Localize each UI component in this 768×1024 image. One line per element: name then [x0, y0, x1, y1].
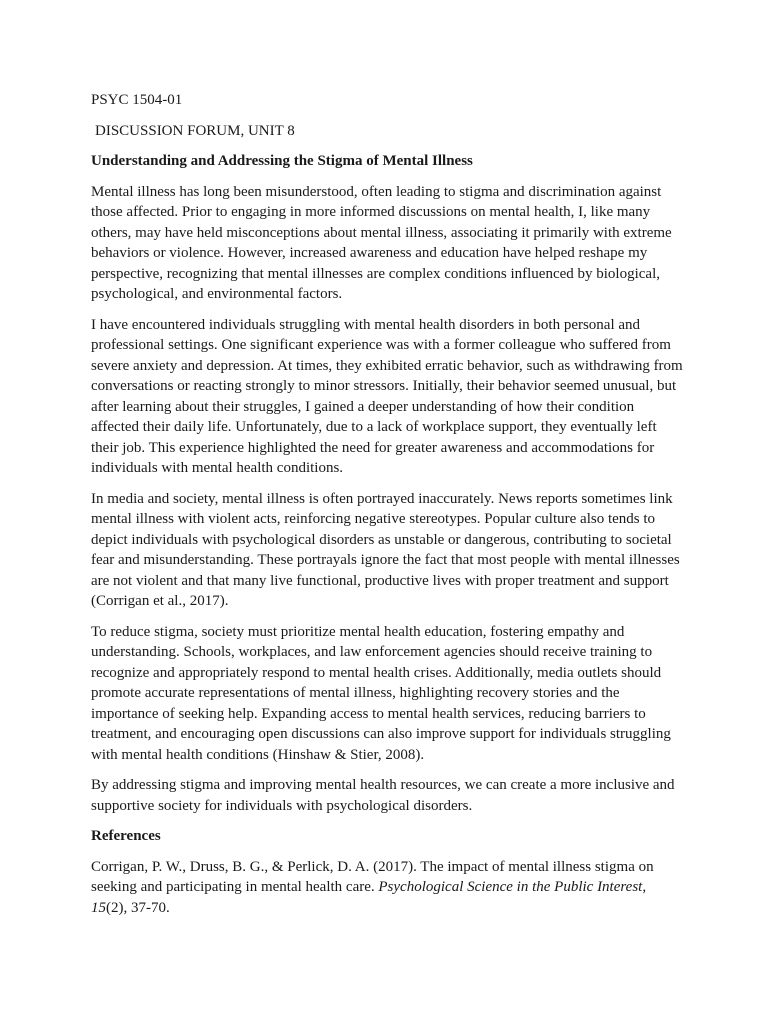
body-paragraph: In media and society, mental illness is often portrayed inaccurately. News reports sometimes link mental illness with violent acts, reinforcing negative stereotypes. Popular culture also tends to depict individuals with psychological disorders as unstable or dangerous, contributing to societal fear and misunderstanding. These portrayals ignore the fact that most people with mental illnesses are not violent and that many live functional, productive lives with proper treatment and support (Corrigan et al., 2017).: [91, 490, 680, 609]
reference-separator: ,: [642, 879, 647, 895]
forum-label: DISCUSSION FORUM, UNIT 8: [95, 122, 295, 139]
body-paragraph: Mental illness has long been misunderstood, often leading to stigma and discrimination against those affected. Prior to engaging in more informed discussions on mental health, I, like many others, may have held misconceptions about mental illness, associating it primarily with extreme behaviors or violence. However, increased awareness and education have helped reshape my perspective, recognizing that mental illnesses are complex conditions influenced by biological, psychological, and environmental factors.: [91, 183, 672, 302]
course-code: PSYC 1504-01: [91, 92, 183, 108]
reference-authors-title: Corrigan, P. W., Druss, B. G., & Perlick, D. A. (2017). The impact of mental illness stigma on seeking and participating in mental health care.: [91, 858, 654, 895]
reference-journal: Psychological Science in the Public Interest: [378, 879, 643, 895]
references-heading: References: [91, 828, 161, 844]
body-paragraph: I have encountered individuals struggling with mental health disorders in both personal and professional settings. One significant experience was with a former colleague who suffered from severe anxiety and depression. At times, they exhibited erratic behavior, such as withdrawing from conversations or reacting strongly to minor stressors. Initially, their behavior seemed unusual, but after learning about their struggles, I gained a deeper understanding of how their condition affected their daily life. Unfortunately, due to a lack of workplace support, they eventually left their job. This experience highlighted the need for greater awareness and accommodations for individuals with mental health conditions.: [91, 316, 683, 476]
body-paragraph: To reduce stigma, society must prioritize mental health education, fostering empathy and understanding. Schools, workplaces, and law enforcement agencies should receive training to recognize and appropriately respond to mental health crises. Additionally, media outlets should promote accurate representations of mental illness, highlighting recovery stories and the importance of seeking help. Expanding access to mental health services, reducing barriers to treatment, and encouraging open discussions can also improve support for individuals struggling with mental health conditions (Hinshaw & Stier, 2008).: [91, 623, 671, 763]
body-paragraph: By addressing stigma and improving mental health resources, we can create a more inclusive and supportive society for individuals with psychological disorders.: [91, 777, 675, 814]
reference-issue-pages: (2), 37-70.: [106, 899, 170, 916]
reference-volume: 15: [91, 899, 106, 916]
document-title: Understanding and Addressing the Stigma of Mental Illness: [91, 153, 473, 169]
reference-entry: [91, 857, 683, 919]
document-body: [91, 90, 683, 928]
